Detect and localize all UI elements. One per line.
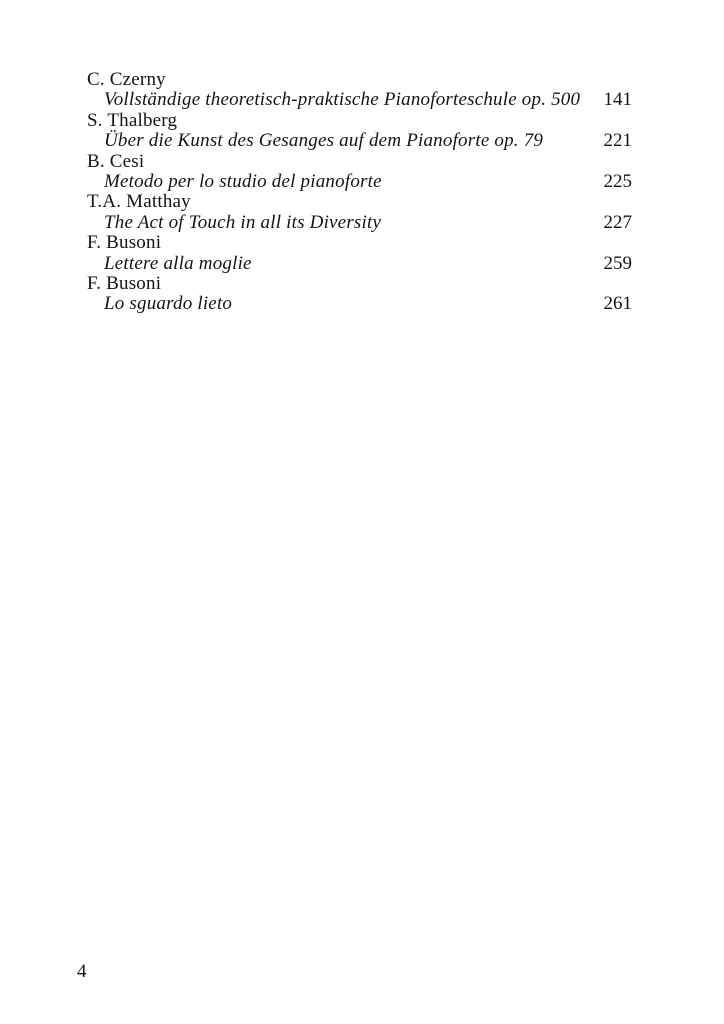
entry-title: Lo sguardo lieto	[104, 293, 233, 315]
entry-page-number: 227	[603, 211, 632, 233]
entry-page-number: 141	[603, 89, 632, 111]
toc-entry	[87, 111, 632, 152]
entry-author: F. Busoni	[87, 232, 162, 254]
entry-title-row	[87, 172, 632, 192]
entry-title: The Act of Touch in all its Diversity	[104, 211, 382, 233]
entry-page-number: 261	[603, 293, 632, 315]
toc-entry	[87, 233, 632, 274]
entry-author: B. Cesi	[87, 150, 145, 172]
toc-entry	[87, 70, 632, 111]
entry-author: C. Czerny	[87, 69, 166, 90]
entry-page-number: 225	[603, 171, 632, 193]
entry-title-row	[87, 254, 632, 274]
entry-author: F. Busoni	[87, 273, 162, 295]
entry-title-row	[87, 294, 632, 314]
entry-page-number: 259	[603, 252, 632, 274]
entry-title-row	[87, 213, 632, 233]
page-folio: 4	[77, 961, 87, 982]
toc-entry	[87, 152, 632, 193]
toc-entry	[87, 274, 632, 315]
entry-title-row	[87, 131, 632, 151]
toc-entry	[87, 192, 632, 233]
entry-title: Vollständige theoretisch-praktische Pianoforteschule op. 500	[104, 89, 581, 111]
table-of-contents	[87, 70, 632, 315]
entry-title-row	[87, 90, 632, 110]
entry-title: Metodo per lo studio del pianoforte	[104, 171, 382, 193]
entry-page-number: 221	[603, 130, 632, 152]
entry-title: Über die Kunst des Gesanges auf dem Pianoforte op. 79	[104, 130, 544, 152]
entry-title: Lettere alla moglie	[104, 252, 252, 274]
entry-author: T.A. Matthay	[87, 191, 191, 213]
entry-author: S. Thalberg	[87, 109, 178, 131]
